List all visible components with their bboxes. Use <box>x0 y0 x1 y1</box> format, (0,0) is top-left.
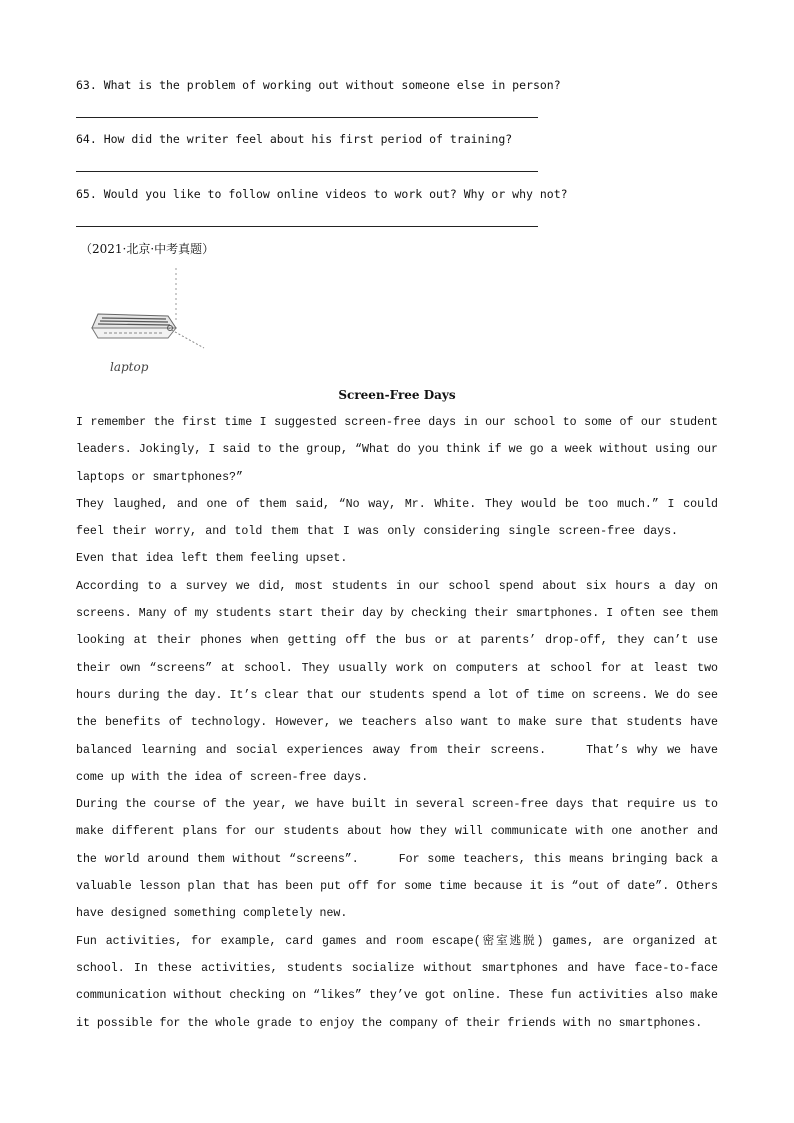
paragraph-5: Fun activities, for example, card games and room escape(密室逃脱) games, are organized at school. In these activities, students socialize without smartphones and have face-to-face communication without checking on “likes” they’ve got online. These fun activities also make it possible for the whole grade to enjoy the company of their friends with no smartphones. <box>76 934 718 1030</box>
answer-line-65[interactable] <box>76 226 538 227</box>
answer-line-64[interactable] <box>76 171 538 172</box>
source-label: （2021·北京·中考真题） <box>80 242 215 256</box>
paragraph-2-part-2: Even that idea left them feeling upset. <box>76 552 348 566</box>
paragraph-3-part-2: That’s why we have come up with the idea of screen-free days. <box>76 743 719 784</box>
paragraph-3-part-1: According to a survey we did, most students in our school spend about six hours a day on screens. Many of my students start their day by checking their smartphones. I often see them looking at their phones when getting off the bus or at parents’ drop-off, they can’t use their own “screens” at school. They usually work on computers at school for at least two hours during the day. It’s clear that our students spend a lot of time on screens. We do see the benefits of technology. However, we teachers also want to make sure that students have balanced learning and social experiences away from their screens. <box>76 579 718 757</box>
question-63: 63. What is the problem of working out without someone else in person? <box>76 78 561 92</box>
paragraph-2 <box>76 491 718 573</box>
question-65: 65. Would you like to follow online videos to work out? Why or why not? <box>76 187 568 201</box>
paragraph-3 <box>76 573 718 791</box>
laptop-figure <box>84 266 214 378</box>
question-64: 64. How did the writer feel about his first period of training? <box>76 132 513 146</box>
article-body <box>76 409 718 1037</box>
laptop-icon <box>84 266 214 378</box>
paragraph-4-part-2: For some teachers, this means bringing back a valuable lesson plan that has been put off for some time because it is “out of date”. Others have designed something completely new. <box>76 852 718 921</box>
figure-caption: laptop <box>110 360 149 374</box>
answer-line-63[interactable] <box>76 117 538 118</box>
paragraph-4 <box>76 791 718 927</box>
paragraph-4-part-1: During the course of the year, we have built in several screen-free days that require us to make different plans for our students about how they will communicate with one another and the world around them without “screens”. <box>76 798 718 866</box>
paragraph-1: I remember the first time I suggested screen-free days in our school to some of our student leaders. Jokingly, I said to the group, “What do you think if we go a week without using our laptops or smartphones?” <box>76 416 718 484</box>
paragraph-2-part-1: They laughed, and one of them said, “No way, Mr. White. They would be too much.” I could feel their worry, and told them that I was only considering single screen-free days. <box>76 497 718 539</box>
article-title: Screen-Free Days <box>338 388 456 402</box>
